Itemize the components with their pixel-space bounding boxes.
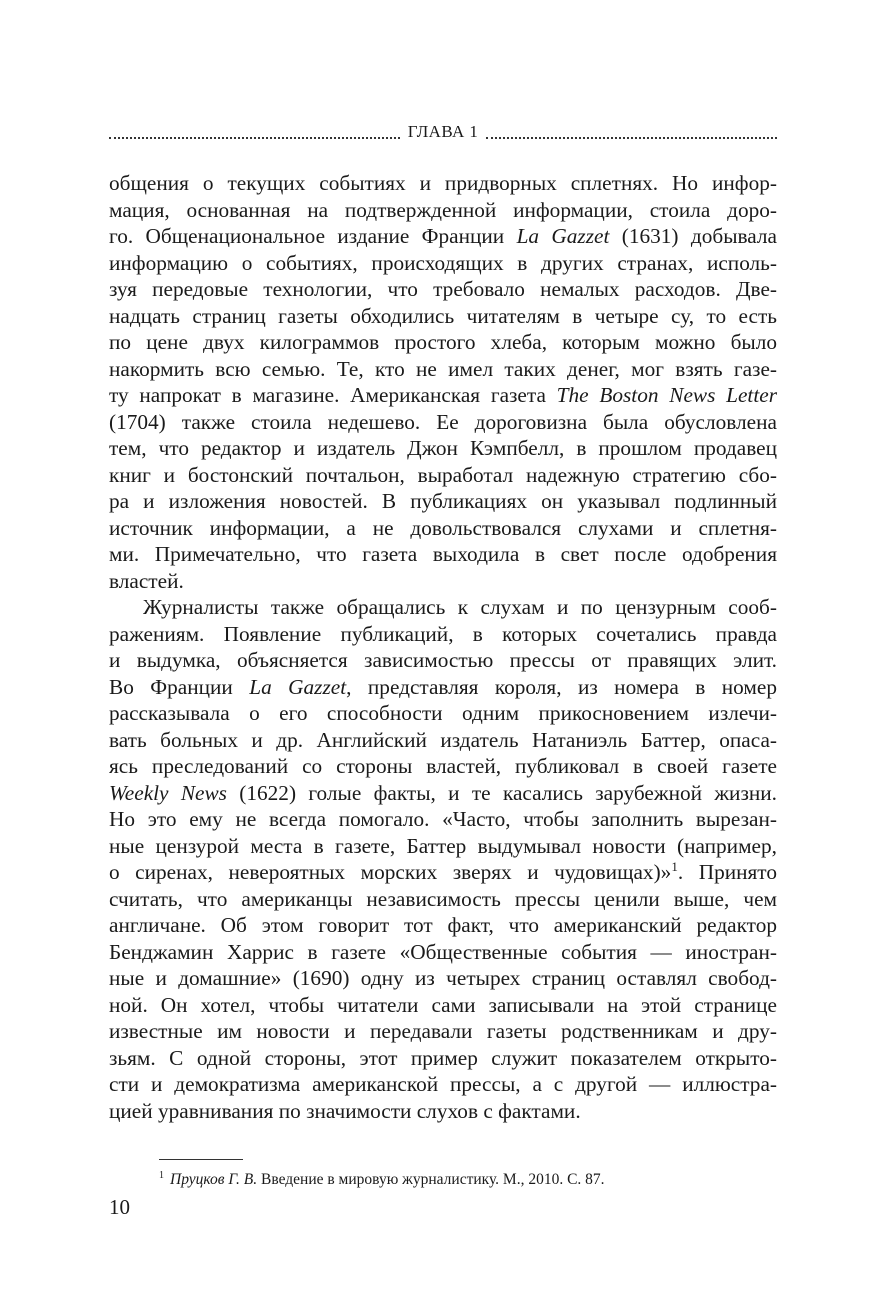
footnote-reference[interactable]: 1 [671, 858, 678, 874]
text-line: зуя передовые технологии, что требовало немалых расходов. Две- [109, 277, 777, 301]
header-dots-left [109, 137, 400, 139]
text-line: (1704) также стоила недешево. Ее дороговизна была обусловлена [109, 409, 777, 434]
footnote [159, 1166, 605, 1190]
text-line: общения о текущих событиях и придворных сплетнях. Но инфор- [109, 171, 777, 195]
chapter-title: ГЛАВА 1 [407, 122, 479, 141]
footnote-rule [159, 1159, 243, 1160]
text-line: книг и бостонский почтальон, выработал надежную стратегию сбо- [109, 462, 777, 487]
text-line: ной. Он хотел, чтобы читатели сами записывали на этой странице [109, 992, 777, 1017]
text-line: Бенджамин Харрис в газете «Общественные события — иностран- [109, 939, 777, 964]
text-line: ные и домашние» (1690) одну из четырех страниц оставлял свобод- [109, 966, 777, 990]
text-line: Но это ему не всегда помогало. «Часто, чтобы заполнить вырезан- [109, 807, 777, 831]
text-line: цией уравнивания по значимости слухов с фактами. [109, 1098, 581, 1123]
body-text [109, 170, 777, 1124]
italic-title: The Boston News Letter [556, 383, 777, 407]
text-line: Weekly News (1622) голые факты, и те касались зарубежной жизни. [109, 780, 777, 805]
header-dots-right [486, 137, 777, 139]
text-line: ясь преследований со стороны властей, публиковал в своей газете [109, 754, 777, 778]
text-line: Журналисты также обращались к слухам и по цензурным сооб- [143, 595, 777, 619]
page-number: 10 [109, 1195, 130, 1219]
text-line: властей. [109, 568, 184, 593]
text-line: рассказывала о его способности одним прикосновением излечи- [109, 701, 777, 725]
text-line: мация, основанная на подтвержденной информации, стоила доро- [109, 197, 777, 222]
text-line: англичане. Об этом говорит тот факт, что американский редактор [109, 913, 777, 937]
text-line: ражениям. Появление публикаций, в которых сочетались правда [109, 621, 777, 646]
text-line: надцать страниц газеты обходились читателям в четыре су, то есть [109, 303, 777, 328]
italic-title: La Gazzet [249, 674, 347, 699]
text-line: ми. Примечательно, что газета выходила в свет после одобрения [109, 542, 777, 566]
text-line: ные цензурой места в газете, Баттер выдумывал новости (например, [109, 833, 777, 858]
text-line: по цене двух килограммов простого хлеба, которым можно было [109, 330, 777, 354]
text-line: известные им новости и передавали газеты родственникам и дру- [109, 1019, 777, 1043]
footnote-text: Введение в мировую журналистику. М., 2010. С. 87. [257, 1171, 605, 1189]
text-line: и выдумка, объясняется зависимостью прессы от правящих элит. [109, 648, 777, 672]
text-line: тем, что редактор и издатель Джон Кэмпбелл, в прошлом продавец [109, 436, 777, 460]
text-line: вать больных и др. Английский издатель Натаниэль Баттер, опаса- [109, 727, 777, 752]
text-line: ту напрокат в магазине. Американская газета The Boston News Letter [109, 383, 777, 407]
text-line: Во Франции La Gazzet, представляя короля, из номера в номер [109, 674, 777, 699]
text-line: зьям. С одной стороны, этот пример служит показателем открыто- [109, 1045, 777, 1070]
footnote-author: Пруцков Г. В. [170, 1171, 258, 1189]
text-line: накормить всю семью. Те, кто не имел таких денег, мог взять газе- [109, 356, 777, 381]
text-line: информацию о событиях, происходящих в других странах, исполь- [109, 250, 777, 275]
italic-title: Weekly News [109, 780, 227, 805]
text-line: го. Общенациональное издание Франции La Gazzet (1631) добывала [109, 224, 777, 248]
text-line: о сиренах, невероятных морских зверях и чудовищах)»$^1$. Принято [109, 858, 777, 884]
text-line: считать, что американцы независимость прессы ценили выше, чем [109, 886, 777, 911]
running-header [109, 122, 777, 142]
text-line: ра и изложения новостей. В публикациях он указывал подлинный [109, 489, 777, 513]
text-line: источник информации, а не довольствовался слухами и сплетня- [109, 515, 777, 540]
paragraph [109, 594, 777, 1124]
text-line: сти и демократизма американской прессы, а с другой — иллюстра- [109, 1072, 777, 1096]
italic-title: La Gazzet [516, 224, 610, 248]
paragraph [109, 170, 777, 594]
footnote-marker: 1 [159, 1170, 164, 1181]
